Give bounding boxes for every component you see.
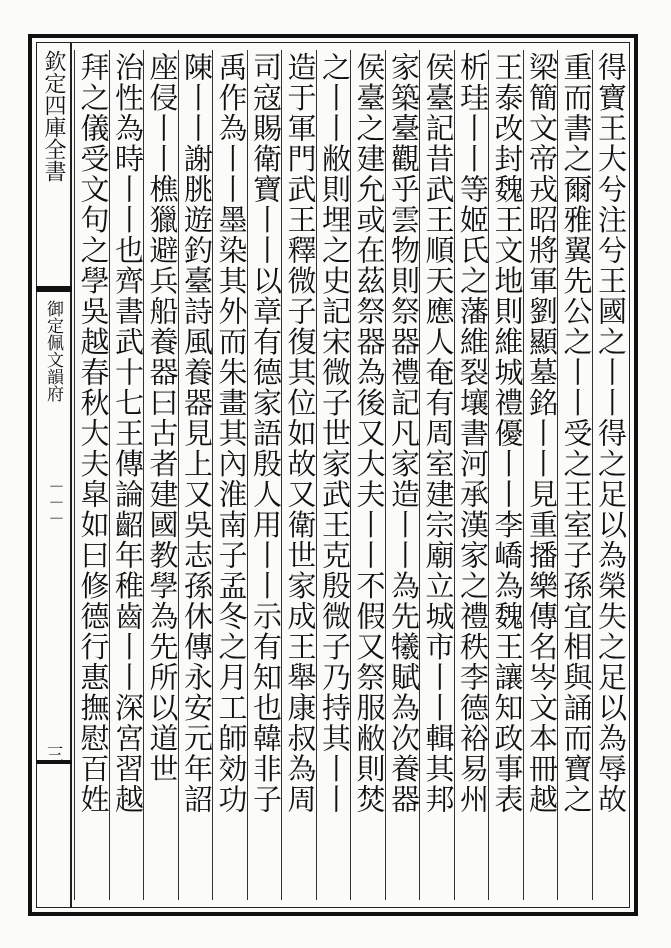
- text-column: 禹作為丨丨墨染其外而朱畫其內淮南子孟冬之月工師効功: [214, 52, 249, 815]
- text-column: 家築臺觀乎雲物則祭器禮記凡家造丨丨為先犧賦為次養器: [387, 52, 421, 815]
- volume-dashes: －－－: [46, 478, 65, 526]
- text-column: 得寶王大兮注兮王國之丨丨得之足以為榮失之足以為辱故: [594, 52, 628, 815]
- text-column: 座侵丨丨樵獵避兵船養器曰古者建國教學為先所以道世: [145, 52, 180, 784]
- text-column: 侯臺記昔武王順天應人奄有周室建宗廟立城市丨丨輯其邦: [421, 52, 456, 815]
- text-column: 司寇賜衛寶丨丨以章有德家語殷人用丨丨示有知也韓非子: [249, 52, 283, 815]
- text-column: 王泰改封魏王文地則維城禮優丨丨李嶠為魏王讓知政事表: [490, 52, 525, 815]
- book-title: 欽定四庫全書: [41, 50, 66, 182]
- text-column: 治性為時丨丨也齊書武十七王傳論齠年稚齒丨丨深宮習越: [111, 52, 145, 815]
- text-column: 重而書之爾雅翼先公之丨丨受之王室子孫宜相與誦而寶之: [559, 52, 594, 815]
- text-column: 陳丨丨謝朓遊釣臺詩風養器見上又吳志孫休傳永安元年詔: [180, 52, 214, 815]
- section-title: 御定佩文韻府: [43, 300, 63, 402]
- text-column: 析珪丨丨等姬氏之藩維裂壤書河承漢家之禮秩李德裕易州: [456, 52, 490, 815]
- text-column: 侯臺之建允或在茲祭器為後又大夫丨丨不假又祭服敝則焚: [352, 52, 387, 815]
- page-number: 三: [43, 745, 64, 763]
- text-column: 拜之儀受文句之學吳越春秋大夫皐如曰修德行惠撫慰百姓: [76, 52, 111, 815]
- text-column: 造于軍門武王釋微子復其位如故又衛世家成王舉康叔為周: [283, 52, 318, 815]
- text-column: 之丨丨敝則埋之史記宋微子世家武王克殷微子乃持其丨丨: [318, 52, 352, 815]
- text-column: 梁簡文帝戎昭將軍劉顯墓銘丨丨見重播樂傳名岑文本冊越: [525, 52, 559, 815]
- fishtail-mark-top: [36, 286, 72, 292]
